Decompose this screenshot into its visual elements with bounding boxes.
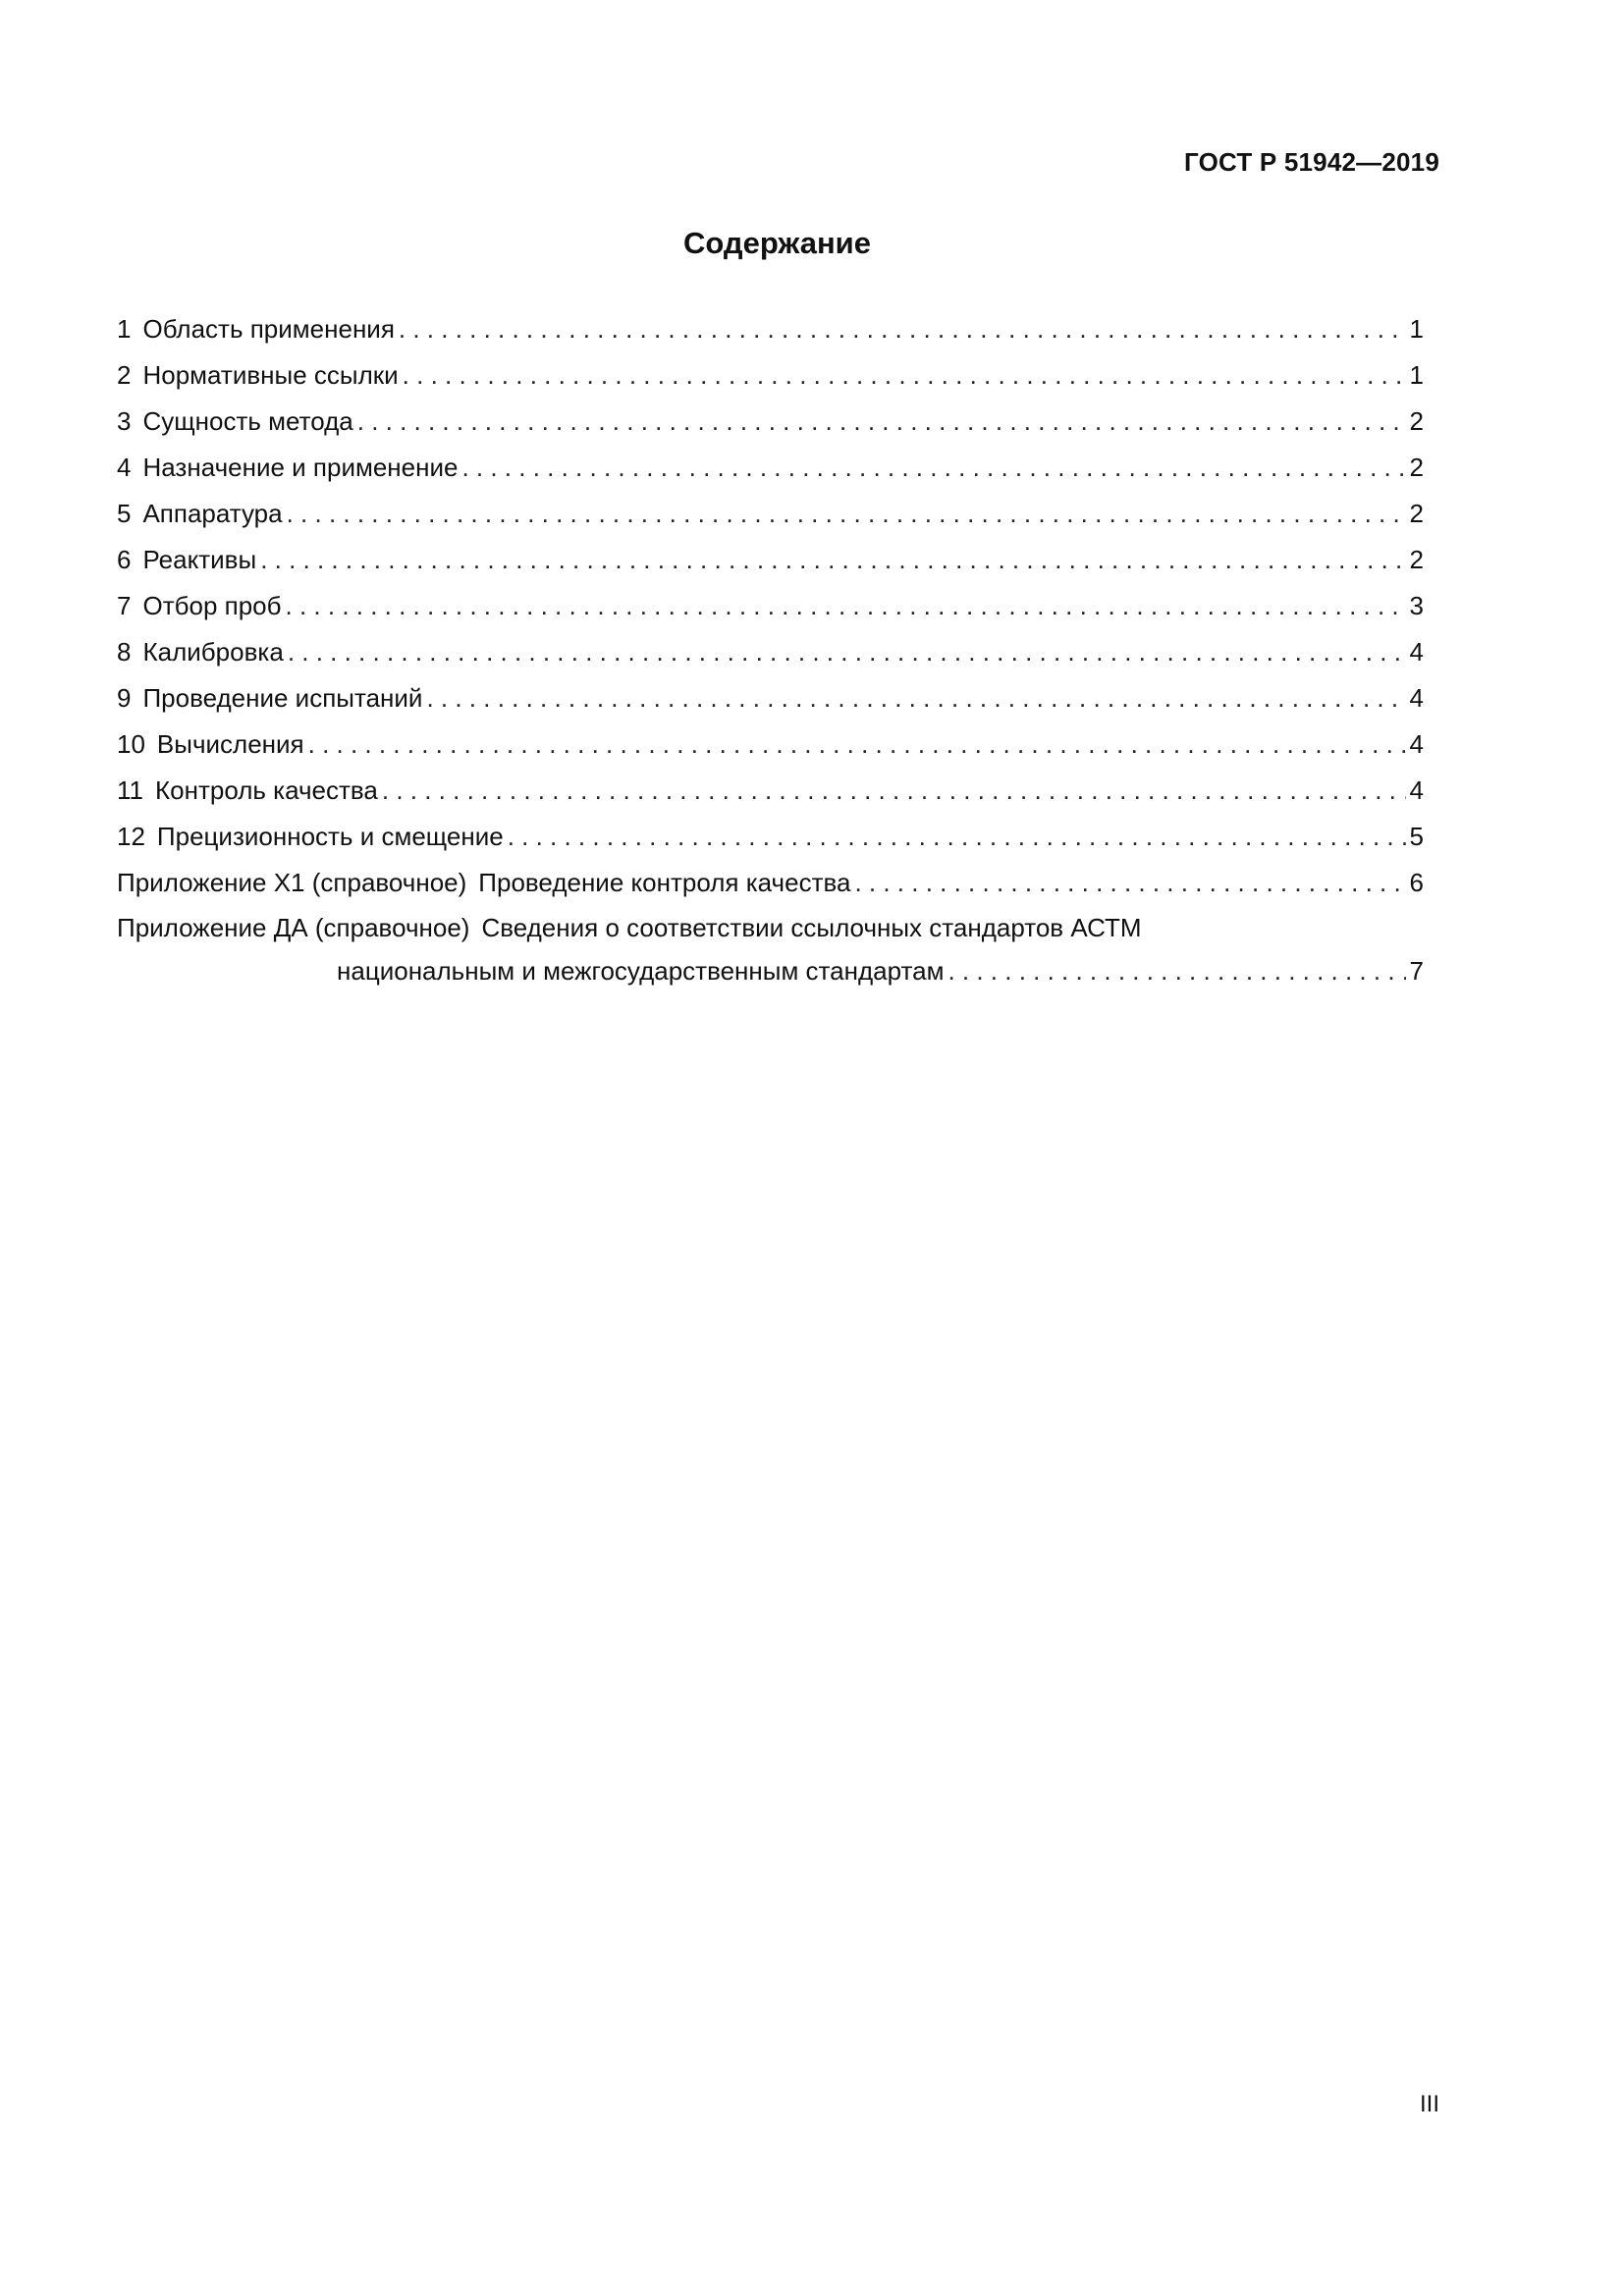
toc-entry-label — [117, 906, 1424, 949]
toc-entry-page: 2 — [1409, 406, 1424, 436]
toc-entry-page: 7 — [1409, 956, 1424, 986]
toc-appendix-x1[interactable] — [117, 860, 1424, 906]
page-number: III — [1419, 2091, 1439, 2117]
toc-entry-2[interactable] — [117, 352, 1424, 399]
dot-leader — [854, 860, 1405, 906]
toc-entry-page: 4 — [1409, 683, 1424, 713]
toc-entry-number: 7 — [117, 591, 132, 620]
toc-entry-text: Отбор проб — [142, 591, 282, 620]
toc-entry-text: Аппаратура — [142, 499, 283, 528]
toc-entry-page: 5 — [1409, 822, 1424, 851]
toc-entry-3[interactable] — [117, 399, 1424, 445]
toc-appendix-da[interactable] — [117, 906, 1424, 992]
toc-entry-5[interactable] — [117, 491, 1424, 537]
toc-entry-page: 2 — [1409, 499, 1424, 528]
toc-entry-label — [117, 491, 283, 537]
toc-entry-continuation — [117, 949, 1424, 992]
toc-entry-text: Реактивы — [142, 545, 257, 574]
appendix-kind: Приложение Х1 (справочное) — [117, 868, 467, 897]
toc-entry-label — [117, 675, 422, 721]
dot-leader — [461, 445, 1405, 491]
toc-entry-text: Назначение и применение — [142, 453, 459, 482]
toc-entry-label — [117, 306, 395, 352]
toc-entry-number: 4 — [117, 453, 132, 482]
toc-entry-10[interactable] — [117, 721, 1424, 768]
toc-entry-9[interactable] — [117, 675, 1424, 721]
dot-leader — [508, 814, 1406, 860]
toc-entry-number: 12 — [117, 822, 145, 851]
toc-entry-6[interactable] — [117, 537, 1424, 583]
toc-entry-page: 1 — [1409, 360, 1424, 390]
toc-entry-number: 1 — [117, 314, 132, 344]
toc-entry-text: Вычисления — [156, 729, 304, 759]
toc-entry-label — [117, 768, 378, 814]
toc-entry-text: Сведения о соответствии ссылочных стандартов АСТМ — [481, 913, 1142, 942]
toc-entry-number: 2 — [117, 360, 132, 390]
toc-entry-page: 2 — [1409, 453, 1424, 482]
toc-entry-label — [117, 629, 284, 675]
toc-entry-number: 9 — [117, 683, 132, 713]
toc-entry-4[interactable] — [117, 445, 1424, 491]
toc-entry-7[interactable] — [117, 583, 1424, 629]
appendix-kind: Приложение ДА (справочное) — [117, 913, 470, 942]
toc-entry-text: Сущность метода — [142, 406, 353, 436]
toc-entry-label — [117, 814, 504, 860]
toc-entry-page: 4 — [1409, 775, 1424, 805]
toc-title: Содержание — [683, 226, 871, 260]
toc-entry-page: 3 — [1409, 591, 1424, 620]
dot-leader — [357, 399, 1406, 445]
toc-entry-text: Проведение испытаний — [142, 683, 423, 713]
toc-entry-8[interactable] — [117, 629, 1424, 675]
dot-leader — [260, 537, 1405, 583]
dot-leader — [287, 491, 1406, 537]
toc-entry-text: национальным и межгосударственным стандартам — [337, 956, 945, 986]
toc-entry-text: Нормативные ссылки — [142, 360, 399, 390]
toc-entry-page: 4 — [1409, 729, 1424, 759]
toc-entry-label — [117, 352, 399, 399]
dot-leader — [286, 583, 1406, 629]
toc-entry-number: 8 — [117, 637, 132, 667]
toc-entry-label — [117, 860, 850, 906]
toc-entry-label — [117, 399, 353, 445]
table-of-contents — [117, 306, 1424, 992]
toc-entry-label — [117, 445, 458, 491]
dot-leader — [947, 949, 1405, 992]
toc-entry-label — [117, 537, 256, 583]
document-code: ГОСТ Р 51942—2019 — [1184, 147, 1439, 177]
toc-entry-text: Проведение контроля качества — [478, 868, 851, 897]
toc-entry-text: Калибровка — [142, 637, 284, 667]
toc-entry-text: Контроль качества — [155, 775, 378, 805]
toc-entry-page: 6 — [1409, 868, 1424, 897]
toc-entry-number: 6 — [117, 545, 132, 574]
dot-leader — [403, 352, 1406, 399]
toc-entry-12[interactable] — [117, 814, 1424, 860]
toc-entry-page: 4 — [1409, 637, 1424, 667]
toc-entry-text: Область применения — [142, 314, 395, 344]
toc-entry-number: 10 — [117, 729, 145, 759]
toc-entry-text: Прецизионность и смещение — [156, 822, 504, 851]
toc-entry-number: 5 — [117, 499, 132, 528]
toc-entry-number: 3 — [117, 406, 132, 436]
toc-entry-1[interactable] — [117, 306, 1424, 352]
toc-entry-page: 2 — [1409, 545, 1424, 574]
dot-leader — [426, 675, 1405, 721]
toc-entry-label — [117, 721, 304, 768]
dot-leader — [288, 629, 1406, 675]
dot-leader — [382, 768, 1406, 814]
toc-entry-page: 1 — [1409, 314, 1424, 344]
toc-entry-11[interactable] — [117, 768, 1424, 814]
toc-entry-number: 11 — [117, 775, 143, 805]
dot-leader — [308, 721, 1406, 768]
toc-entry-label — [117, 583, 282, 629]
dot-leader — [399, 306, 1406, 352]
